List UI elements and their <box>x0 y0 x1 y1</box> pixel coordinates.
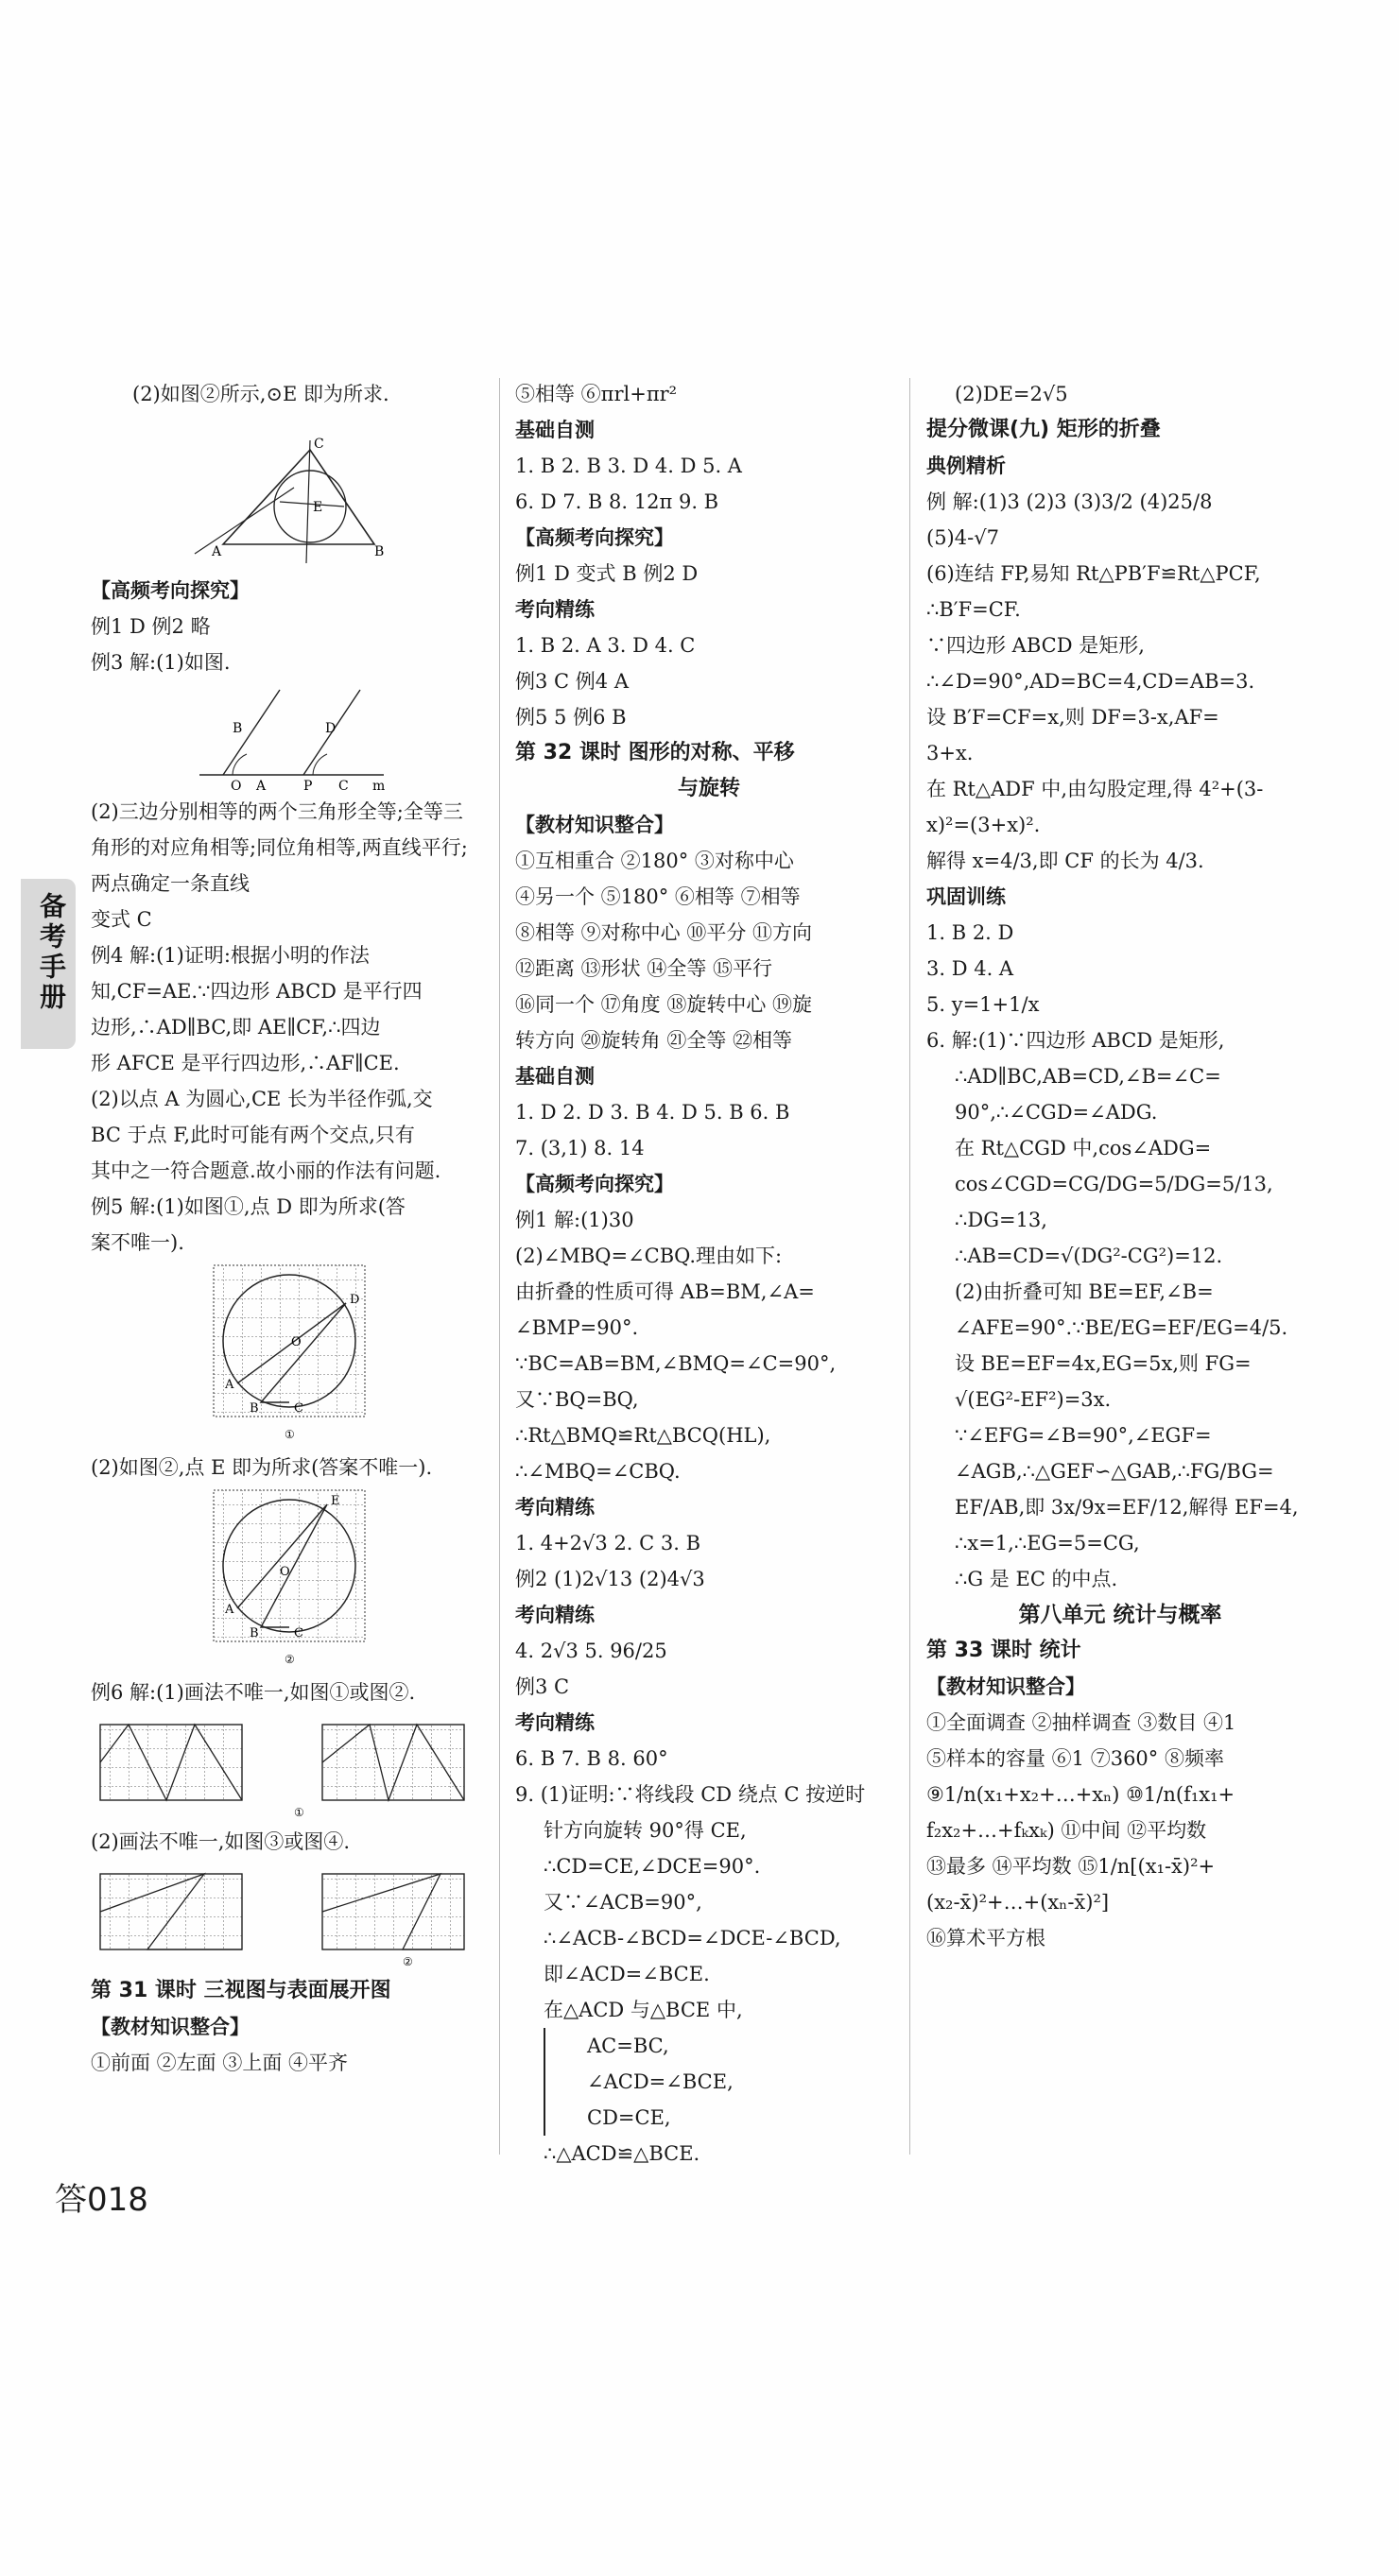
text-line: ∴CD=CE,∠DCE=90°. <box>544 1855 761 1878</box>
text-line: 6. B 7. B 8. 60° <box>515 1747 668 1770</box>
svg-text:①: ① <box>294 1806 304 1819</box>
text-line: ①全面调查 ②抽样调查 ③数目 ④1 <box>926 1711 1236 1734</box>
page-number: 答018 <box>55 2181 148 2219</box>
text-line: 例1 D 例2 略 <box>91 615 211 638</box>
section-heading: 基础自测 <box>515 1065 595 1088</box>
svg-text:C: C <box>294 1401 303 1416</box>
text-line: ∴∠MBQ=∠CBQ. <box>515 1460 681 1483</box>
text-line: ⑯同一个 ⑰角度 ⑱旋转中心 ⑲旋 <box>515 993 813 1016</box>
text-line: 例1 解:(1)30 <box>515 1209 634 1231</box>
text-line: 两点确定一条直线 <box>91 872 250 895</box>
svg-text:A: A <box>256 779 267 794</box>
parallel-lines-figure <box>91 680 478 794</box>
text-line: ∠AGB,∴△GEF∽△GAB,∴FG/BG= <box>955 1460 1274 1483</box>
answer-column-1 <box>91 376 478 2081</box>
text-line: ∠ACD=∠BCE, <box>544 2064 903 2100</box>
svg-text:O: O <box>231 779 242 794</box>
text-line: 9. (1)证明:∵将线段 CD 绕点 C 按逆时 <box>515 1783 866 1806</box>
section-heading: 考向精练 <box>515 1711 595 1734</box>
text-line: 3. D 4. A <box>926 957 1014 980</box>
section-heading: 【高频考向探究】 <box>91 579 250 602</box>
text-line: 例2 (1)2√13 (2)4√3 <box>515 1568 705 1590</box>
text-line: 例1 D 变式 B 例2 D <box>515 562 699 585</box>
answer-column-3 <box>926 376 1314 1956</box>
text-line: x)²=(3+x)². <box>926 814 1041 836</box>
text-line: ∴x=1,∴EG=5=CG, <box>955 1532 1140 1554</box>
grid-rectangle-figures-2 <box>91 1860 478 1973</box>
section-heading: 【高频考向探究】 <box>515 1173 674 1195</box>
text-line: 在 Rt△ADF 中,由勾股定理,得 4²+(3- <box>926 778 1264 800</box>
svg-text:P: P <box>303 779 313 794</box>
text-line: ⑤样本的容量 ⑥1 ⑦360° ⑧频率 <box>926 1747 1224 1770</box>
text-line: EF/AB,即 3x/9x=EF/12,解得 EF=4, <box>955 1496 1299 1519</box>
svg-text:B: B <box>250 1626 259 1640</box>
svg-text:C: C <box>294 1626 303 1640</box>
triangle-incircle-figure <box>91 412 478 573</box>
text-line: ∴Rt△BMQ≌Rt△BCQ(HL), <box>515 1424 771 1447</box>
text-line: 在△ACD 与△BCE 中, <box>544 1999 743 2021</box>
grid-rectangle-figures-1 <box>91 1710 478 1824</box>
section-heading: 考向精练 <box>515 1496 595 1519</box>
text-line: ∴AD∥BC,AB=CD,∠B=∠C= <box>955 1065 1221 1088</box>
text-line: 例 解:(1)3 (2)3 (3)3/2 (4)25/8 <box>926 490 1213 513</box>
text-line: (x₂-x̄)²+…+(xₙ-x̄)²] <box>926 1891 1110 1914</box>
section-heading: 典例精析 <box>926 455 1006 477</box>
svg-text:A: A <box>225 1603 234 1617</box>
section-heading: 【教材知识整合】 <box>515 814 674 836</box>
svg-text:O: O <box>291 1335 302 1349</box>
text-line: 又∵∠ACB=90°, <box>544 1891 702 1914</box>
text-line: 设 B′F=CF=x,则 DF=3-x,AF= <box>926 706 1219 729</box>
svg-text:D: D <box>325 721 337 736</box>
text-line: BC 于点 F,此时可能有两个交点,只有 <box>91 1124 415 1146</box>
side-tab: 备考手册 <box>21 879 76 1049</box>
section-heading: 【高频考向探究】 <box>515 526 674 549</box>
text-line: √(EG²-EF²)=3x. <box>955 1388 1112 1411</box>
text-line: (2)三边分别相等的两个三角形全等;全等三 <box>91 800 463 823</box>
svg-text:②: ② <box>403 1955 413 1968</box>
text-line: 例6 解:(1)画法不唯一,如图①或图②. <box>91 1681 416 1704</box>
text-line: 形 AFCE 是平行四边形,∴AF∥CE. <box>91 1052 400 1074</box>
text-line: 案不唯一). <box>91 1231 184 1254</box>
text-line: 边形,∴AD∥BC,即 AE∥CF,∴四边 <box>91 1016 381 1039</box>
text-line: 1. B 2. A 3. D 4. C <box>515 634 696 657</box>
lesson-title: 第 32 课时 图形的对称、平移 <box>515 741 795 764</box>
text-line: ④另一个 ⑤180° ⑥相等 ⑦相等 <box>515 885 801 908</box>
column-divider <box>499 378 500 2155</box>
lesson-title: 提分微课(九) 矩形的折叠 <box>926 418 1161 441</box>
text-line: (2)如图②,点 E 即为所求(答案不唯一). <box>91 1456 433 1479</box>
svg-text:D: D <box>350 1293 360 1307</box>
svg-text:C: C <box>314 437 324 452</box>
text-line: ∵∠EFG=∠B=90°,∠EGF= <box>955 1424 1212 1447</box>
text-line: AC=BC, <box>544 2028 903 2064</box>
svg-text:②: ② <box>285 1653 295 1666</box>
text-line: 1. 4+2√3 2. C 3. B <box>515 1532 701 1554</box>
svg-text:A: A <box>225 1378 234 1392</box>
text-line: 90°,∴∠CGD=∠ADG. <box>955 1101 1158 1124</box>
lesson-title: 第 31 课时 三视图与表面展开图 <box>91 1979 391 2002</box>
svg-text:E: E <box>331 1494 340 1508</box>
text-line: 即∠ACD=∠BCE. <box>544 1963 710 1985</box>
text-line: CD=CE, <box>544 2100 903 2136</box>
text-line: ∴△ACD≌△BCE. <box>544 2142 700 2165</box>
grid-circle-figure-1 <box>91 1261 478 1450</box>
text-line: 1. D 2. D 3. B 4. D 5. B 6. B <box>515 1101 790 1124</box>
text-line: 由折叠的性质可得 AB=BM,∠A= <box>515 1280 815 1303</box>
text-line: (2)画法不唯一,如图③或图④. <box>91 1830 351 1853</box>
unit-title: 第八单元 统计与概率 <box>1018 1603 1222 1627</box>
text-line: ∵BC=AB=BM,∠BMQ=∠C=90°, <box>515 1352 837 1375</box>
svg-text:A: A <box>212 544 222 559</box>
text-line: ①前面 ②左面 ③上面 ④平齐 <box>91 2052 349 2074</box>
text-line: 知,CF=AE.∵四边形 ABCD 是平行四 <box>91 980 423 1003</box>
text-line: 例3 C <box>515 1675 570 1698</box>
section-heading: 考向精练 <box>515 1604 595 1626</box>
text-line: 转方向 ⑳旋转角 ㉑全等 ㉒相等 <box>515 1029 793 1052</box>
text-line: ∠AFE=90°.∵BE/EG=EF/EG=4/5. <box>955 1316 1288 1339</box>
text-line: 6. 解:(1)∵四边形 ABCD 是矩形, <box>926 1029 1225 1052</box>
text-line: f₂x₂+…+fₖxₖ) ⑪中间 ⑫平均数 <box>926 1819 1207 1842</box>
text-line: 解得 x=4/3,即 CF 的长为 4/3. <box>926 850 1204 872</box>
text-line: 设 BE=EF=4x,EG=5x,则 FG= <box>955 1352 1252 1375</box>
text-line: 例5 5 例6 B <box>515 706 627 729</box>
section-heading: 考向精练 <box>515 598 595 621</box>
text-line: 7. (3,1) 8. 14 <box>515 1137 645 1159</box>
text-line: ∴∠ACB-∠BCD=∠DCE-∠BCD, <box>544 1927 841 1949</box>
text-line: ①互相重合 ②180° ③对称中心 <box>515 850 794 872</box>
text-line: 例4 解:(1)证明:根据小明的作法 <box>91 944 370 967</box>
text-line: 变式 C <box>91 908 152 931</box>
text-line: ⑧相等 ⑨对称中心 ⑩平分 ⑪方向 <box>515 921 813 944</box>
text-line: (6)连结 FP,易知 Rt△PB′F≌Rt△PCF, <box>926 562 1261 585</box>
text-line: 1. B 2. D <box>926 921 1014 944</box>
section-heading: 【教材知识整合】 <box>91 2016 250 2038</box>
text-line: 6. D 7. B 8. 12π 9. B <box>515 490 719 513</box>
text-line: ∵四边形 ABCD 是矩形, <box>926 634 1145 657</box>
lesson-title: 第 33 课时 统计 <box>926 1639 1081 1662</box>
text-line: 例3 C 例4 A <box>515 670 629 693</box>
svg-text:①: ① <box>285 1428 295 1441</box>
text-line: (2)DE=2√5 <box>955 383 1068 405</box>
text-line: ⑨1/n(x₁+x₂+…+xₙ) ⑩1/n(f₁x₁+ <box>926 1783 1235 1806</box>
text-line: 1. B 2. B 3. D 4. D 5. A <box>515 455 742 477</box>
text-line: ⑫距离 ⑬形状 ⑭全等 ⑮平行 <box>515 957 773 980</box>
text-line: ∴B′F=CF. <box>926 598 1021 621</box>
section-heading: 巩固训练 <box>926 885 1006 908</box>
text-line: 角形的对应角相等;同位角相等,两直线平行; <box>91 836 468 859</box>
svg-text:B: B <box>374 544 385 559</box>
text-line: 针方向旋转 90°得 CE, <box>544 1819 747 1842</box>
text-line: (2)∠MBQ=∠CBQ.理由如下: <box>515 1245 783 1267</box>
svg-text:C: C <box>338 779 349 794</box>
text-line: 4. 2√3 5. 96/25 <box>515 1640 667 1662</box>
text-line: ∴∠D=90°,AD=BC=4,CD=AB=3. <box>926 670 1255 693</box>
text-line: ⑯算术平方根 <box>926 1927 1045 1949</box>
text-line: ⑤相等 ⑥πrl+πr² <box>515 383 678 405</box>
column-divider <box>909 378 910 2155</box>
text-line: (2)以点 A 为圆心,CE 长为半径作弧,交 <box>91 1088 433 1110</box>
text-line: ∴AB=CD=√(DG²-CG²)=12. <box>955 1245 1223 1267</box>
text-line: ∠BMP=90°. <box>515 1316 639 1339</box>
text-line: cos∠CGD=CG/DG=5/DG=5/13, <box>955 1173 1273 1195</box>
answer-column-2 <box>515 376 903 2172</box>
svg-text:B: B <box>250 1401 259 1416</box>
section-heading: 【教材知识整合】 <box>926 1675 1085 1698</box>
text-line: (2)由折叠可知 BE=EF,∠B= <box>955 1280 1214 1303</box>
text-line: ⑬最多 ⑭平均数 ⑮1/n[(x₁-x̄)²+ <box>926 1855 1216 1878</box>
text-line: 例3 解:(1)如图. <box>91 651 231 674</box>
section-heading: 基础自测 <box>515 419 595 441</box>
text-line: ∴DG=13, <box>955 1209 1047 1231</box>
text-line: 5. y=1+1/x <box>926 993 1040 1016</box>
text-line: (2)如图②所示,⊙E 即为所求. <box>132 383 389 405</box>
text-line: (5)4-√7 <box>926 526 999 549</box>
svg-text:E: E <box>313 500 323 515</box>
text-line: 3+x. <box>926 742 974 764</box>
text-line: 其中之一符合题意.故小丽的作法有问题. <box>91 1159 441 1182</box>
svg-text:B: B <box>233 721 243 736</box>
grid-circle-figure-2 <box>91 1485 478 1674</box>
text-line: 在 Rt△CGD 中,cos∠ADG= <box>955 1137 1212 1159</box>
text-line: 又∵BQ=BQ, <box>515 1388 639 1411</box>
lesson-title-continued: 与旋转 <box>677 777 740 800</box>
text-line: 例5 解:(1)如图①,点 D 即为所求(答 <box>91 1195 406 1218</box>
svg-text:O: O <box>280 1565 290 1579</box>
svg-text:m: m <box>372 779 386 794</box>
text-line: ∴G 是 EC 的中点. <box>955 1568 1118 1590</box>
